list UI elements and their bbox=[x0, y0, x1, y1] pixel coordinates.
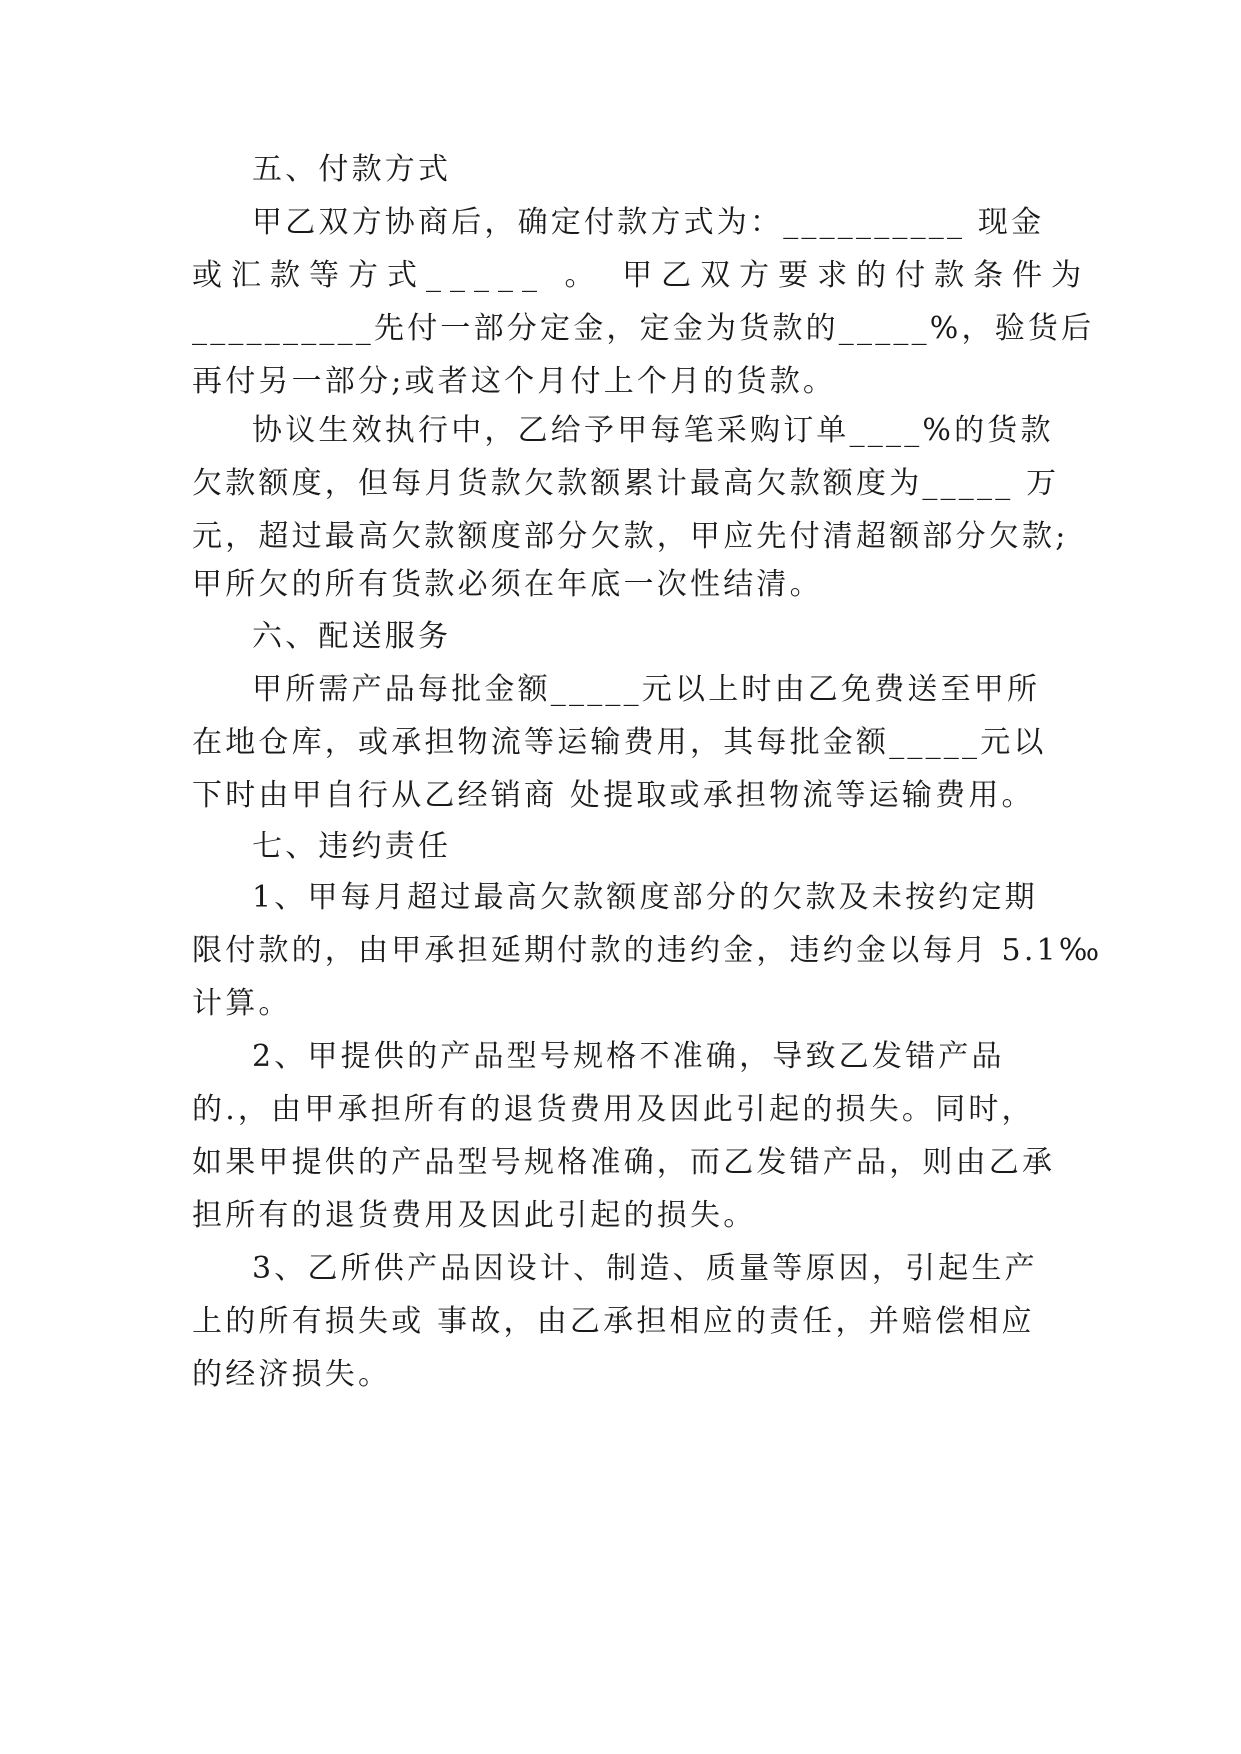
paragraph-line: 上的所有损失或 事故，由乙承担相应的责任，并赔偿相应 bbox=[192, 1304, 1035, 1339]
section-heading-liability: 七、违约责任 bbox=[252, 829, 452, 864]
paragraph-line: 如果甲提供的产品型号规格准确，而乙发错产品，则由乙承 bbox=[192, 1145, 1056, 1180]
paragraph-line: 的.，由甲承担所有的退货费用及因此引起的损失。同时， bbox=[192, 1092, 1035, 1127]
paragraph-line: 在地仓库，或承担物流等运输费用，其每批金额_____元以 bbox=[192, 725, 1047, 760]
paragraph-line: 下时由甲自行从乙经销商 处提取或承担物流等运输费用。 bbox=[192, 778, 1035, 813]
paragraph-line: 计算。 bbox=[192, 986, 292, 1021]
paragraph-line: 甲所欠的所有货款必须在年底一次性结清。 bbox=[192, 567, 823, 602]
paragraph-line: 或汇款等方式_____ 。 甲乙双方要求的付款条件为 bbox=[192, 258, 1091, 293]
paragraph-line: 1、甲每月超过最高欠款额度部分的欠款及未按约定期 bbox=[252, 880, 1038, 915]
section-heading-delivery: 六、配送服务 bbox=[252, 619, 452, 654]
paragraph-line: 欠款额度，但每月货款欠款额累计最高欠款额度为_____ 万 bbox=[192, 466, 1060, 501]
section-heading-payment: 五、付款方式 bbox=[252, 152, 452, 187]
paragraph-line: 甲所需产品每批金额_____元以上时由乙免费送至甲所 bbox=[252, 672, 1041, 707]
paragraph-line: 2、甲提供的产品型号规格不准确，导致乙发错产品 bbox=[252, 1039, 1005, 1074]
paragraph-line: 协议生效执行中，乙给予甲每笔采购订单____%的货款 bbox=[252, 413, 1054, 448]
paragraph-line: __________先付一部分定金，定金为货款的_____%，验货后 bbox=[192, 311, 1095, 346]
paragraph-line: 3、乙所供产品因设计、制造、质量等原因，引起生产 bbox=[252, 1251, 1038, 1286]
paragraph-line: 元，超过最高欠款额度部分欠款，甲应先付清超额部分欠款; bbox=[192, 519, 1069, 554]
paragraph-line: 甲乙双方协商后，确定付款方式为：__________ 现金 bbox=[252, 205, 1045, 240]
paragraph-line: 限付款的，由甲承担延期付款的违约金，违约金以每月 5.1‰ bbox=[192, 933, 1103, 968]
paragraph-line: 担所有的退货费用及因此引起的损失。 bbox=[192, 1198, 757, 1233]
paragraph-line: 再付另一部分;或者这个月付上个月的货款。 bbox=[192, 364, 837, 399]
paragraph-line: 的经济损失。 bbox=[192, 1357, 392, 1392]
